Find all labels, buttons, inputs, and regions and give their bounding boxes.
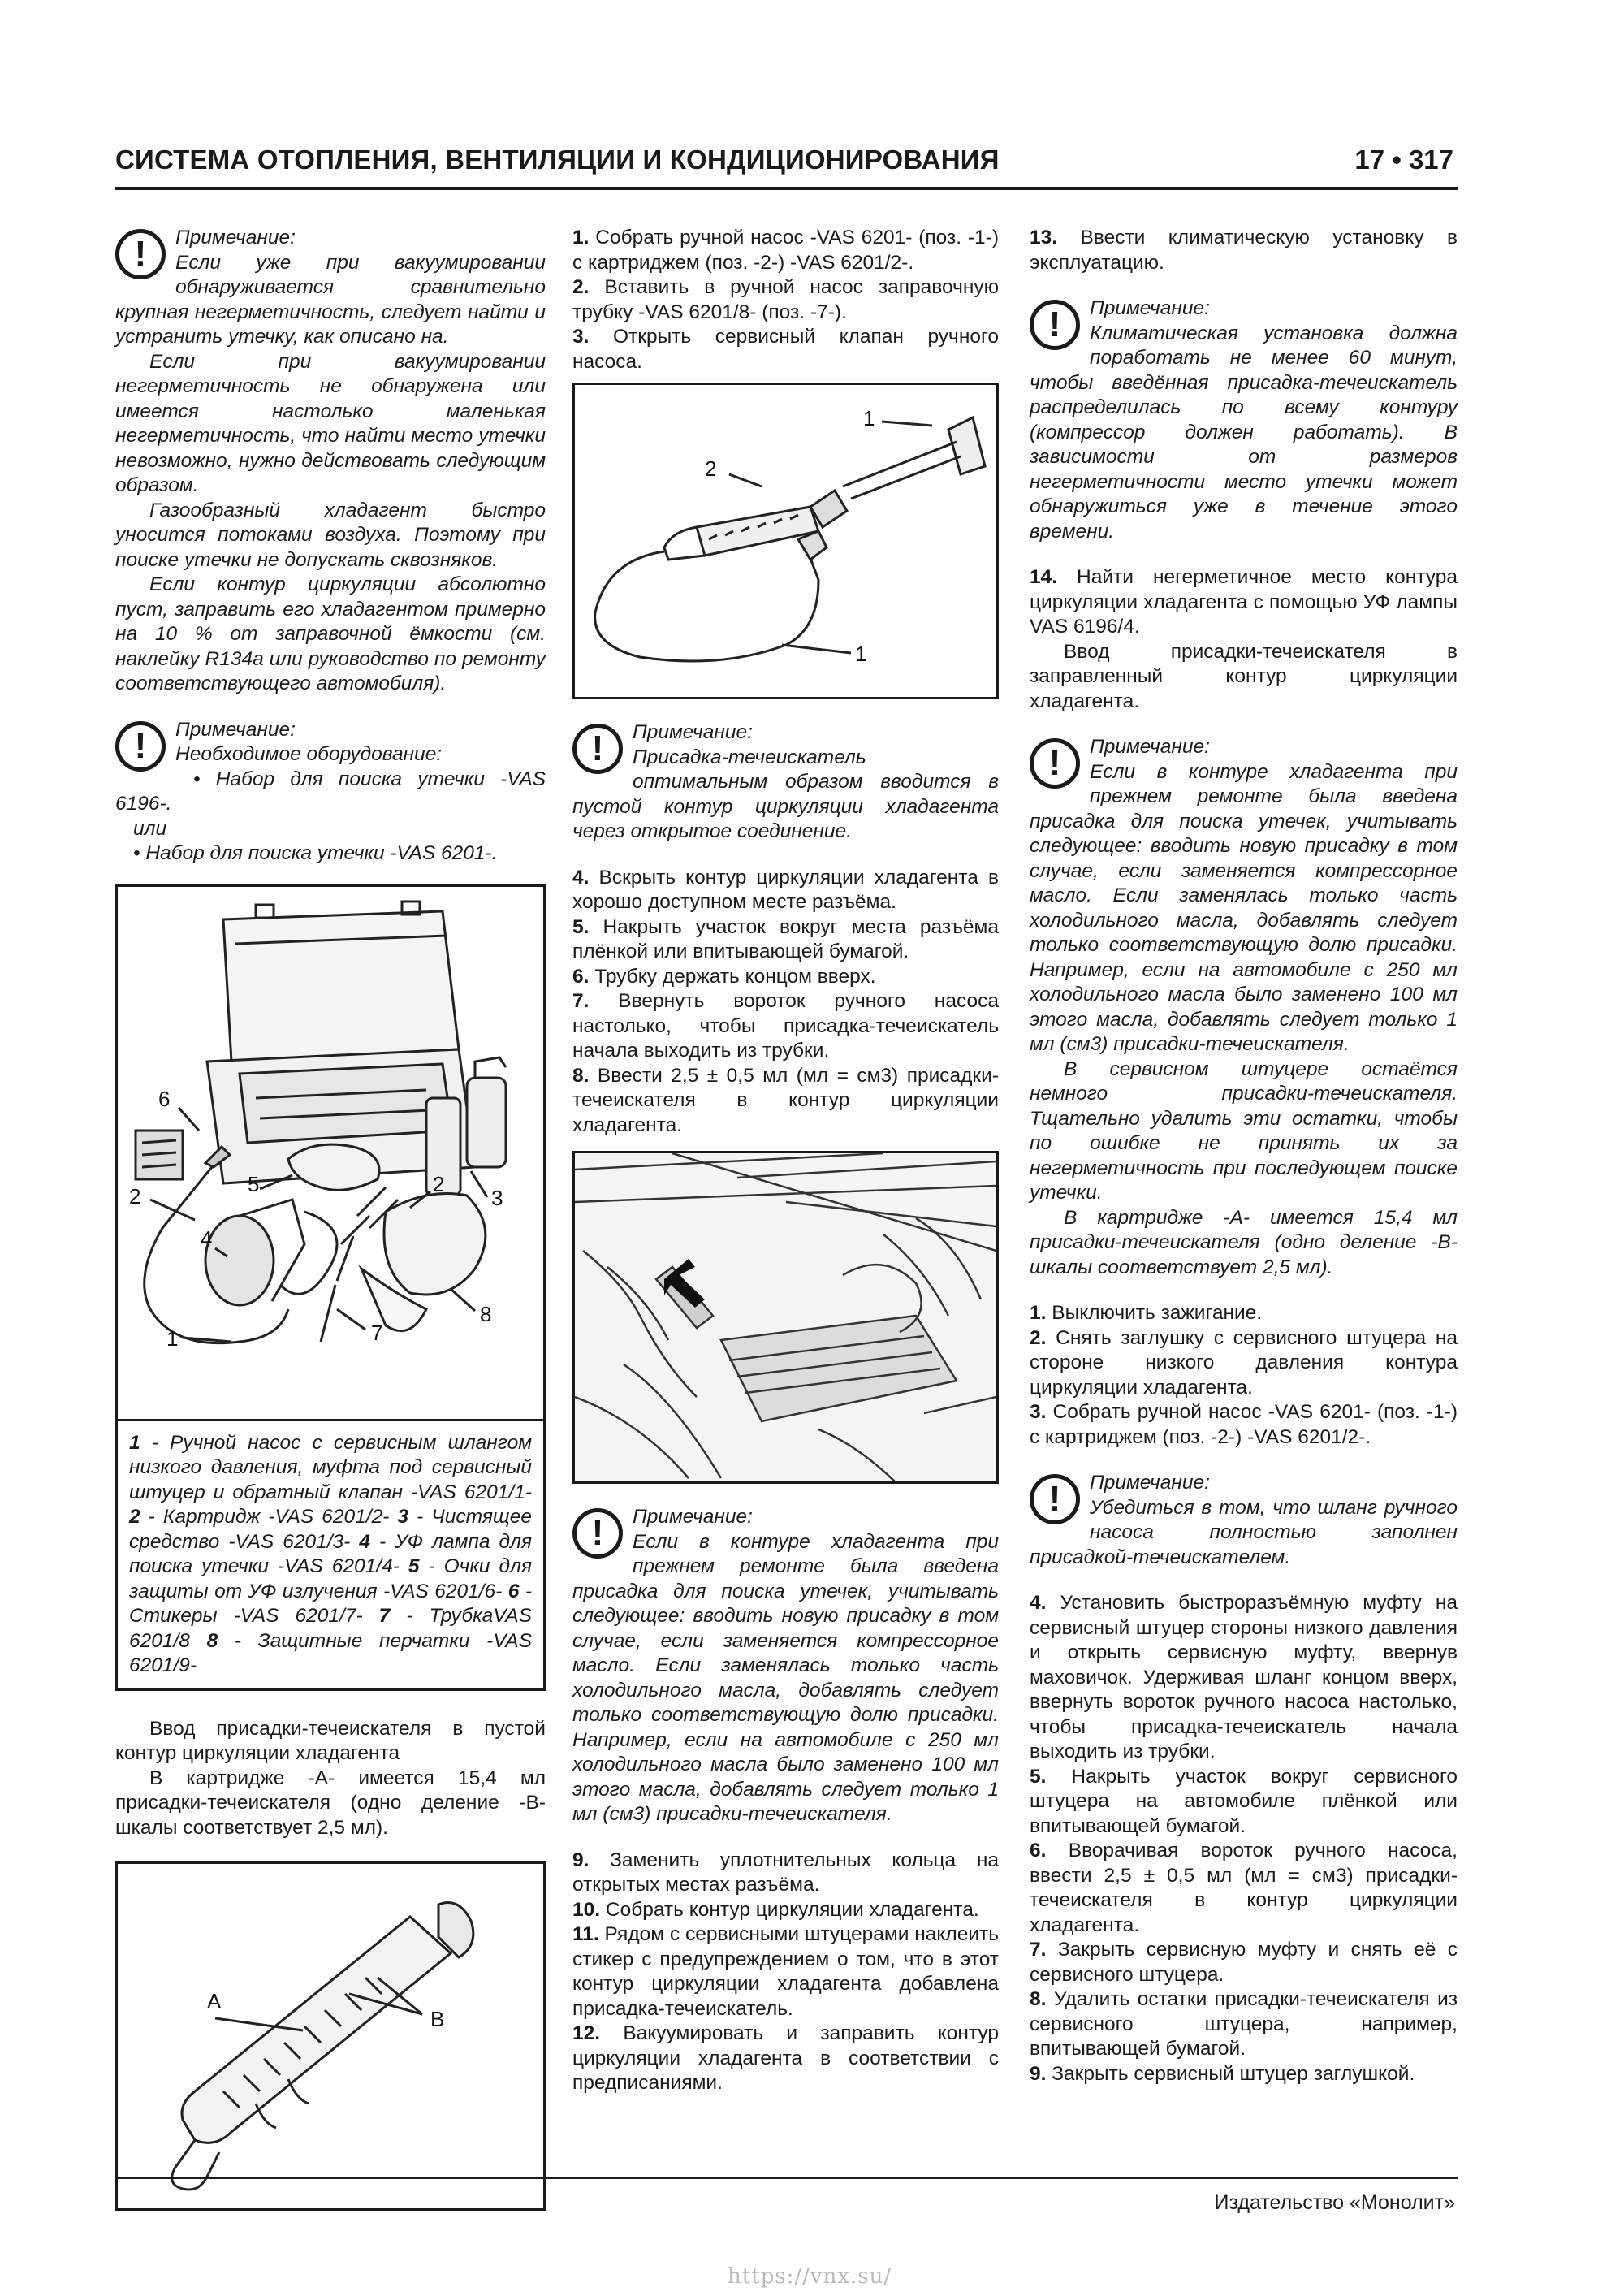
step-5: 5. Накрыть участок вокруг места разъёма плёнкой или впитывающей бумагой. xyxy=(572,915,999,962)
list-item: • Набор для поиска утечки -VAS 6201-. xyxy=(133,842,498,864)
exclamation-note-icon: ! xyxy=(572,724,623,774)
step-9: 9. Закрыть сервисный штуцер заглушкой. xyxy=(1030,2062,1415,2085)
paragraph: Ввод присадки-течеискателя в заправленный контур циркуляции хладагента. xyxy=(1030,640,1458,712)
figure-caption: 1 - Ручной насос с сервисным шлангом низкого давления, муфта под сервисный штуцер и обратный клапан -VAS 6201/1- 2 - Картридж -VAS 6201/2- 3 - Чистящее средство -VAS 6201/3- 4 - УФ лампа для поиска утечки -VAS 6201/4- 5 - Очки для защиты от УФ излучения -VAS 6201/6- 6 - Стикеры -VAS 6201/7- 7 - ТрубкаVAS 6201/8 8 - Защитные перчатки -VAS 6201/9- xyxy=(118,1419,543,1688)
step-7: 7. Ввернуть вороток ручного насоса настолько, чтобы присадка-течеискатель начала выходить из трубки. xyxy=(572,990,999,1062)
figure-label: 1 xyxy=(166,1325,179,1351)
column-middle xyxy=(572,226,999,2096)
figure-label: 2 xyxy=(129,1183,141,1209)
figure-label: 7 xyxy=(371,1320,383,1345)
paragraph: В картридже -A- имеется 15,4 мл присадки-течеискателя (одно деление -B- шкалы соответствует 2,5 мл). xyxy=(115,1766,546,1839)
step-10: 10. Собрать контур циркуляции хладагента. xyxy=(572,1898,979,1921)
note-text: Если контур циркуляции абсолютно пуст, заправить его хладагентом примерно на 10 % от заправочной ёмкости (см. наклейку R134a или руководство по ремонту соответствующего автомобиля). xyxy=(115,573,546,694)
note-text: Газообразный хладагент быстро уносится потоками воздуха. Поэтому при поиске утечки не допускать сквозняков. xyxy=(115,499,546,571)
step-list xyxy=(1030,1301,1458,1450)
figure-label: A xyxy=(207,1989,222,2013)
step-2: 2. Снять заглушку с сервисного штуцера на стороне низкого давления контура циркуляции хладагента. xyxy=(1030,1326,1458,1399)
exclamation-note-icon: ! xyxy=(115,721,166,772)
note-text: Если уже при вакуумировании обнаруживается сравнительно крупная негерметичность, следует найти и устранить утечку, как описано на. xyxy=(115,251,546,348)
step-4: 4. Вскрыть контур циркуляции хладагента в хорошо доступном месте разъёма. xyxy=(572,866,999,913)
footer-divider xyxy=(115,2177,1458,2179)
note-text: Если в контуре хладагента при прежнем ремонте была введена присадка для поиска утечек, учитывать следующее: вводить новую присадку в том случае, если заменяется компрессорное масло. Если заменялась только часть холодильного масла, добавлять следует только соответствующую долю присадки. Например, если на автомобиле с 250 мл холодильного масла было заменено 100 мл этого масла, добавлять следует только 1 мл (см3) присадки-течеискателя. xyxy=(1030,760,1458,1055)
figure-label: 2 xyxy=(433,1171,445,1196)
step-1: 1. Собрать ручной насос -VAS 6201- (поз. -1-) с картриджем (поз. -2-) -VAS 6201/2-. xyxy=(572,227,999,274)
figure-hand-pump xyxy=(572,383,999,699)
list-item: • Набор для поиска утечки -VAS 6196-. xyxy=(115,767,546,815)
note-text: В сервисном штуцере остаётся немного присадки-течеискателя. Тщательно удалить эти остатки, чтобы по ошибке не принять их за негерметичность при последующем поиске утечки. xyxy=(1030,1057,1458,1204)
source-url-watermark[interactable]: https://vnx.su/ xyxy=(728,2264,892,2289)
note-text: Если в контуре хладагента при прежнем ремонте была введена присадка для поиска утечек, учитывать следующее: вводить новую присадку в том случае, если заменяется компрессорное масло. Если заменялась только часть холодильного масла, добавлять следует только соответствующую долю присадки. Например, если на автомобиле с 250 мл холодильного масла было заменено 100 мл этого масла, добавлять следует только 1 мл (см3) присадки-течеискателя. xyxy=(572,1530,999,1825)
note-title: Примечание: xyxy=(175,718,296,741)
publisher: Издательство «Монолит» xyxy=(1214,2191,1455,2214)
page-title: СИСТЕМА ОТОПЛЕНИЯ, ВЕНТИЛЯЦИИ И КОНДИЦИОНИРОВАНИЯ xyxy=(115,145,1000,175)
column-right xyxy=(1030,226,1458,2086)
note-title: Примечание: xyxy=(633,1506,753,1528)
figure-label: 5 xyxy=(248,1171,260,1196)
note-text: Необходимое оборудование: xyxy=(175,743,443,765)
exclamation-note-icon: ! xyxy=(115,229,166,279)
step-14: 14. Найти негерметичное место контура циркуляции хладагента с помощью УФ лампы VAS 6196/4. xyxy=(1030,566,1458,638)
step-8: 8. Удалить остатки присадки-течеискателя из сервисного штуцера, например, впитывающей бумагой. xyxy=(1030,1988,1458,2060)
step-7: 7. Закрыть сервисную муфту и снять её с сервисного штуцера. xyxy=(1030,1939,1458,1986)
step-list xyxy=(572,1848,999,2096)
note-text: Климатическая установка должна поработать не менее 60 минут, чтобы введённая присадка-течеискатель распределилась по всему контуру (компрессор должен работать). В зависимости от размеров негерметичности место утечки может обнаружиться уже в течение этого времени. xyxy=(1030,322,1458,543)
note-previous-additive xyxy=(1030,735,1458,1280)
note-hose-filled xyxy=(1030,1471,1458,1570)
note-title: Примечание: xyxy=(175,227,296,249)
step-6: 6. Вворачивая вороток ручного насоса, ввести 2,5 ± 0,5 мл (мл = см3) присадки-течеискателя в контур циркуляции хладагента. xyxy=(1030,1840,1458,1936)
step-list xyxy=(1030,1591,1458,2086)
step-1: 1. Выключить зажигание. xyxy=(1030,1302,1263,1324)
paragraph: Ввод присадки-течеискателя в пустой контур циркуляции хладагента xyxy=(115,1717,546,1764)
note-text: Убедиться в том, что шланг ручного насоса полностью заполнен присадкой-течеискателем. xyxy=(1030,1496,1458,1568)
figure-engine-bay xyxy=(572,1151,999,1484)
exclamation-note-icon: ! xyxy=(1030,738,1080,789)
exclamation-note-icon: ! xyxy=(1030,300,1080,350)
step-list xyxy=(572,866,999,1139)
leak-kit-illustration xyxy=(118,887,543,1419)
engine-bay-illustration xyxy=(575,1153,996,1484)
figure-label: 2 xyxy=(705,456,717,481)
step-5: 5. Накрыть участок вокруг сервисного штуцера на автомобиле плёнкой или впитывающей бумагой. xyxy=(1030,1765,1458,1837)
note-optimal-input xyxy=(572,720,999,845)
hand-pump-illustration xyxy=(575,385,996,699)
step-6: 6. Трубку держать концом вверх. xyxy=(572,965,876,988)
note-vacuum-leak xyxy=(115,226,546,697)
exclamation-note-icon: ! xyxy=(1030,1474,1080,1524)
step-12: 12. Вакуумировать и заправить контур циркуляции хладагента в соответствии с предписаниями. xyxy=(572,2022,999,2094)
figure-label: B xyxy=(430,2007,445,2031)
note-title: Примечание: xyxy=(633,721,753,743)
exclamation-note-icon: ! xyxy=(572,1508,623,1559)
figure-label: 4 xyxy=(201,1226,213,1251)
step-2: 2. Вставить в ручной насос заправочную трубку -VAS 6201/8- (поз. -7-). xyxy=(572,276,999,323)
figure-label: 6 xyxy=(158,1086,171,1111)
step-11: 11. Рядом с сервисными штуцерами наклеить стикер с предупреждением о том, что в этот контур циркуляции хладагента добавлена присадка-течеискатель. xyxy=(572,1923,999,2020)
step-9: 9. Заменить уплотнительных кольца на открытых местах разъёма. xyxy=(572,1848,999,1896)
figure-leak-kit xyxy=(115,884,546,1691)
step-3: 3. Собрать ручной насос -VAS 6201- (поз. -1-) с картриджем (поз. -2-) -VAS 6201/2-. xyxy=(1030,1401,1458,1448)
header-divider xyxy=(115,187,1458,190)
figure-label: 3 xyxy=(491,1185,503,1210)
note-previous-additive xyxy=(572,1505,999,1827)
step-4: 4. Установить быстроразъёмную муфту на сервисный штуцер стороны низкого давления и открыть сервисную муфту, ввернув маховичок. Удерживая шланг концом вверх, ввернуть вороток ручного насоса настолько, чтобы присадка-течеискатель начала выходить из трубки. xyxy=(1030,1592,1458,1762)
figure-label: 8 xyxy=(480,1301,492,1326)
note-title: Примечание: xyxy=(1090,1472,1210,1494)
cartridge-illustration xyxy=(118,1864,543,2211)
column-left xyxy=(115,226,546,2211)
note-title: Примечание: xyxy=(1090,297,1210,319)
note-operation-time xyxy=(1030,296,1458,544)
figure-label: 1 xyxy=(855,642,867,666)
note-text: или xyxy=(133,817,167,840)
page-number: 17 • 317 xyxy=(1354,145,1453,175)
step-3: 3. Открыть сервисный клапан ручного насоса. xyxy=(572,326,999,373)
note-text: Если при вакуумировании негерметичность не обнаружена или имеется настолько маленькая негерметичность, что найти место утечки невозможно, нужно действовать следующим образом. xyxy=(115,350,546,496)
figure-cartridge xyxy=(115,1861,546,2211)
note-text: Присадка-течеискатель оптимальным образом вводится в пустой контур циркуляции хладагента через открытое соединение. xyxy=(572,746,999,842)
note-text: В картридже -A- имеется 15,4 мл присадки-течеискателя (одно деление -B- шкалы соответствует 2,5 мл). xyxy=(1030,1206,1458,1278)
note-title: Примечание: xyxy=(1090,736,1210,758)
step-8: 8. Ввести 2,5 ± 0,5 мл (мл = см3) присадки-течеискателя в контур циркуляции хладагента. xyxy=(572,1064,999,1136)
figure-label: 1 xyxy=(863,406,875,430)
note-equipment xyxy=(115,718,546,867)
step-13: 13. Ввести климатическую установку в эксплуатацию. xyxy=(1030,227,1458,274)
